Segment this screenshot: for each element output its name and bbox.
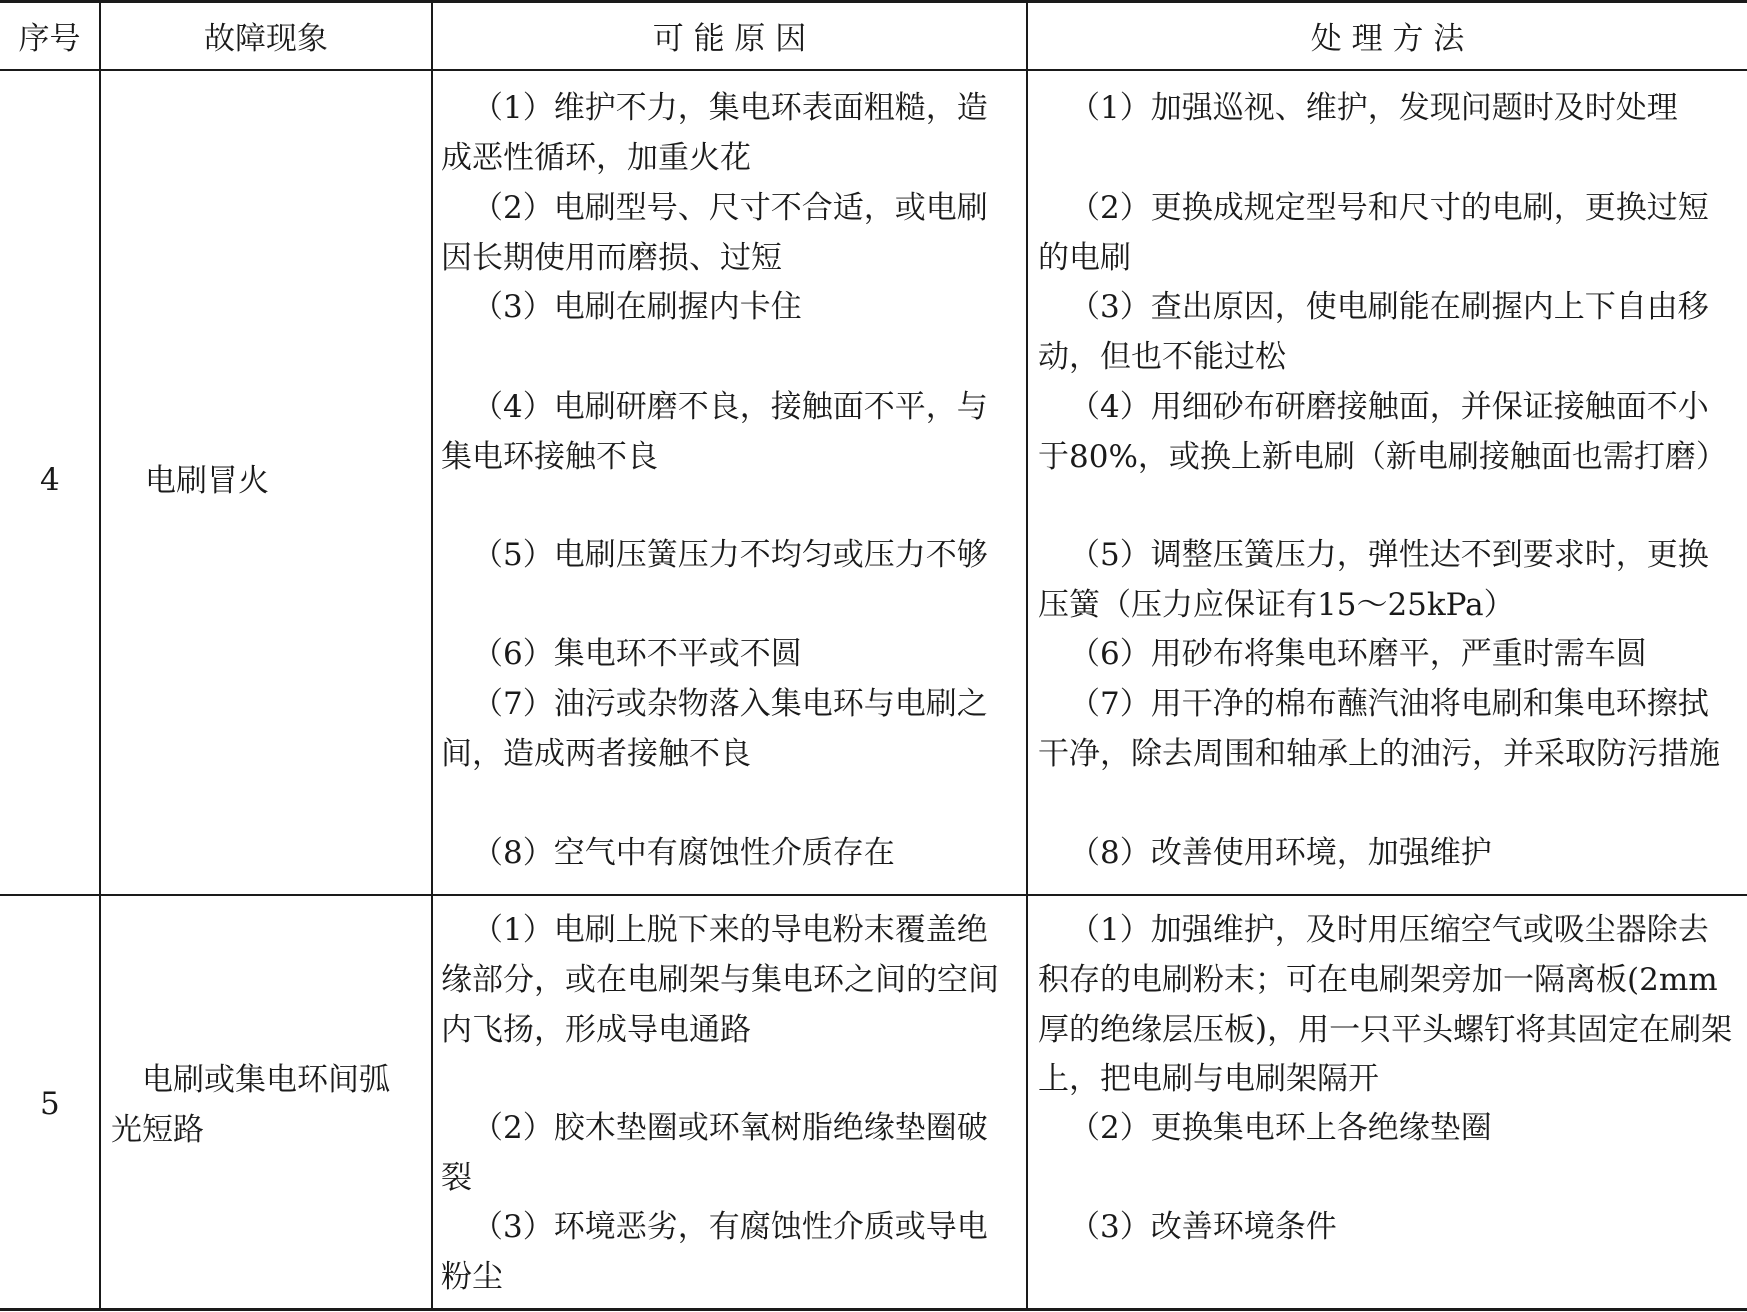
row-4-cause-3: （3）电刷在刷握内卡住 (472, 289, 802, 325)
rule-bottom (0, 1308, 1747, 1311)
row-4-solution-2: （2）更换成规定型号和尺寸的电刷，更换过短的电刷 (1038, 190, 1709, 276)
row-5-symptom: 电刷或集电环间弧光短路 (111, 1062, 390, 1148)
row-4-cause-1: （1）维护不力，集电环表面粗糙，造成恶性循环，加重火花 (441, 90, 988, 176)
row-5-cause-2: （2）胶木垫圈或环氧树脂绝缘垫圈破裂 (441, 1110, 988, 1196)
row-4-cause-5: （5）电刷压簧压力不均匀或压力不够 (472, 537, 988, 573)
row-4-solution-6: （6）用砂布将集电环磨平，严重时需车圆 (1069, 636, 1647, 672)
row-4-index: 4 (40, 462, 60, 498)
row-5-index: 5 (40, 1086, 60, 1122)
row-4-cause-2: （2）电刷型号、尺寸不合适，或电刷因长期使用而磨损、过短 (441, 190, 988, 276)
row-5-solution-3: （3）改善环境条件 (1069, 1209, 1337, 1245)
rule-col-2 (431, 0, 433, 1311)
row-5-cause-3: （3）环境恶劣，有腐蚀性介质或导电粉尘 (441, 1209, 988, 1295)
row-4-solution-5: （5）调整压簧压力，弹性达不到要求时，更换压簧（压力应保证有15～25kPa） (1038, 537, 1709, 623)
rule-col-3 (1026, 0, 1028, 1311)
row-4-cause-7: （7）油污或杂物落入集电环与电刷之间，造成两者接触不良 (441, 686, 988, 772)
row-5-cause-1: （1）电刷上脱下来的导电粉末覆盖绝缘部分，或在电刷架与集电环之间的空间内飞扬，形成导电通路 (441, 912, 999, 1048)
row-5-solution-2: （2）更换集电环上各绝缘垫圈 (1069, 1110, 1492, 1146)
row-4-solution-1: （1）加强巡视、维护，发现问题时及时处理 (1069, 90, 1678, 126)
row-4-cause-4: （4）电刷研磨不良，接触面不平，与集电环接触不良 (441, 389, 988, 475)
row-4-solution-7: （7）用干净的棉布蘸汽油将电刷和集电环擦拭干净，除去周围和轴承上的油污，并采取防污措施 (1038, 686, 1720, 772)
header-cause: 可 能 原 因 (652, 20, 807, 57)
row-4-cause-8: （8）空气中有腐蚀性介质存在 (472, 835, 895, 871)
row-5-solution-1: （1）加强维护，及时用压缩空气或吸尘器除去积存的电刷粉末；可在电刷架旁加一隔离板(2mm厚的绝缘层压板)，用一只平头螺钉将其固定在刷架上，把电刷与电刷架隔开 (1038, 912, 1733, 1098)
row-4-solution-3: （3）查出原因，使电刷能在刷握内上下自由移动，但也不能过松 (1038, 289, 1709, 375)
row-4-solution-8: （8）改善使用环境，加强维护 (1069, 835, 1492, 871)
header-index: 序号 (18, 20, 81, 57)
rule-col-1 (99, 0, 101, 1311)
row-4-cause-6: （6）集电环不平或不圆 (472, 636, 802, 672)
header-symptom: 故障现象 (204, 20, 328, 57)
row-4-solution-4: （4）用细砂布研磨接触面，并保证接触面不小于80%，或换上新电刷（新电刷接触面也需打磨） (1038, 389, 1727, 475)
header-solution: 处 理 方 法 (1310, 20, 1465, 57)
row-4-symptom: 电刷冒火 (145, 463, 269, 499)
rule-row-divider (0, 894, 1747, 896)
